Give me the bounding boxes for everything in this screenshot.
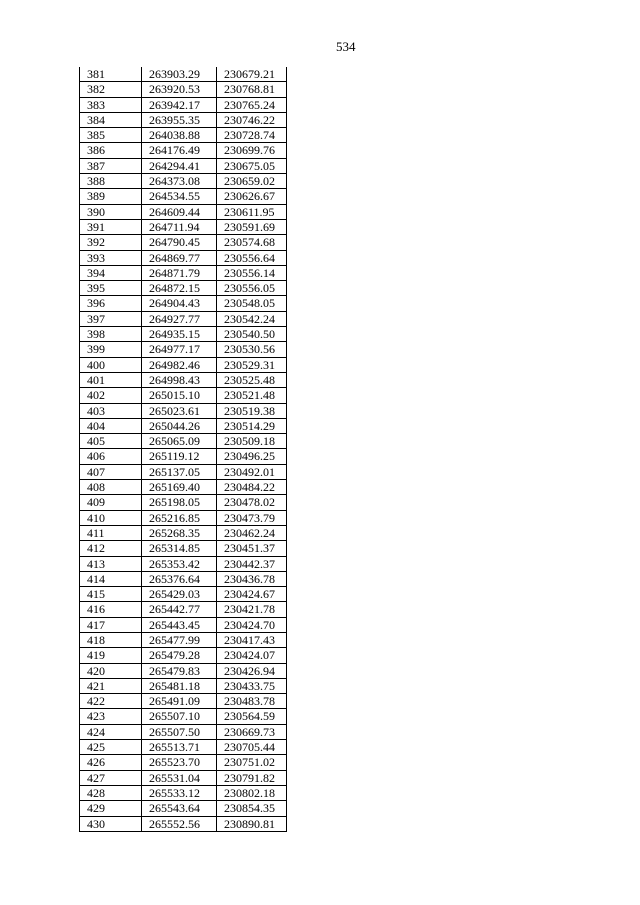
y-coordinate-cell: 230421.78 [217, 602, 287, 617]
y-coordinate-cell: 230675.05 [217, 158, 287, 173]
point-number-cell: 383 [80, 97, 142, 112]
table-row [80, 678, 287, 693]
x-coordinate-cell: 265479.83 [142, 663, 217, 678]
x-coordinate-cell: 265479.28 [142, 648, 217, 663]
point-number-cell: 414 [80, 571, 142, 586]
x-coordinate-cell: 264534.55 [142, 189, 217, 204]
point-number-cell: 423 [80, 709, 142, 724]
x-coordinate-cell: 264935.15 [142, 327, 217, 342]
x-coordinate-cell: 265065.09 [142, 434, 217, 449]
y-coordinate-cell: 230746.22 [217, 112, 287, 127]
x-coordinate-cell: 265481.18 [142, 678, 217, 693]
table-row [80, 97, 287, 112]
y-coordinate-cell: 230768.81 [217, 82, 287, 97]
x-coordinate-cell: 264982.46 [142, 357, 217, 372]
y-coordinate-cell: 230669.73 [217, 724, 287, 739]
x-coordinate-cell: 265137.05 [142, 464, 217, 479]
table-row [80, 602, 287, 617]
x-coordinate-cell: 264790.45 [142, 235, 217, 250]
table-row [80, 480, 287, 495]
point-number-cell: 397 [80, 311, 142, 326]
point-number-cell: 402 [80, 388, 142, 403]
x-coordinate-cell: 263903.29 [142, 67, 217, 82]
y-coordinate-cell: 230679.21 [217, 67, 287, 82]
point-number-cell: 418 [80, 632, 142, 647]
x-coordinate-cell: 265353.42 [142, 556, 217, 571]
table-row [80, 219, 287, 234]
table-row [80, 632, 287, 647]
x-coordinate-cell: 265552.56 [142, 816, 217, 831]
x-coordinate-cell: 264927.77 [142, 311, 217, 326]
point-number-cell: 404 [80, 418, 142, 433]
table-row [80, 311, 287, 326]
point-number-cell: 413 [80, 556, 142, 571]
y-coordinate-cell: 230530.56 [217, 342, 287, 357]
table-row [80, 648, 287, 663]
x-coordinate-cell: 265268.35 [142, 525, 217, 540]
point-number-cell: 430 [80, 816, 142, 831]
point-number-cell: 429 [80, 801, 142, 816]
point-number-cell: 392 [80, 235, 142, 250]
table-row [80, 342, 287, 357]
point-number-cell: 400 [80, 357, 142, 372]
x-coordinate-cell: 264373.08 [142, 174, 217, 189]
y-coordinate-cell: 230765.24 [217, 97, 287, 112]
table-row [80, 816, 287, 831]
point-number-cell: 385 [80, 128, 142, 143]
table-row [80, 587, 287, 602]
y-coordinate-cell: 230556.05 [217, 281, 287, 296]
x-coordinate-cell: 264038.88 [142, 128, 217, 143]
y-coordinate-cell: 230424.67 [217, 587, 287, 602]
y-coordinate-cell: 230659.02 [217, 174, 287, 189]
table-row [80, 724, 287, 739]
y-coordinate-cell: 230548.05 [217, 296, 287, 311]
table-row [80, 82, 287, 97]
table-row [80, 525, 287, 540]
y-coordinate-cell: 230728.74 [217, 128, 287, 143]
x-coordinate-cell: 265523.70 [142, 755, 217, 770]
table-row [80, 265, 287, 280]
x-coordinate-cell: 265044.26 [142, 418, 217, 433]
table-row [80, 158, 287, 173]
table-row [80, 694, 287, 709]
x-coordinate-cell: 265477.99 [142, 632, 217, 647]
point-number-cell: 401 [80, 372, 142, 387]
x-coordinate-cell: 265543.64 [142, 801, 217, 816]
point-number-cell: 384 [80, 112, 142, 127]
y-coordinate-cell: 230802.18 [217, 785, 287, 800]
x-coordinate-cell: 264609.44 [142, 204, 217, 219]
x-coordinate-cell: 265198.05 [142, 495, 217, 510]
coordinate-table [79, 67, 287, 832]
point-number-cell: 399 [80, 342, 142, 357]
point-number-cell: 395 [80, 281, 142, 296]
y-coordinate-cell: 230540.50 [217, 327, 287, 342]
point-number-cell: 388 [80, 174, 142, 189]
y-coordinate-cell: 230483.78 [217, 694, 287, 709]
table-row [80, 785, 287, 800]
table-row [80, 357, 287, 372]
y-coordinate-cell: 230496.25 [217, 449, 287, 464]
y-coordinate-cell: 230509.18 [217, 434, 287, 449]
x-coordinate-cell: 265507.50 [142, 724, 217, 739]
table-row [80, 464, 287, 479]
table-row [80, 709, 287, 724]
table-row [80, 418, 287, 433]
y-coordinate-cell: 230626.67 [217, 189, 287, 204]
x-coordinate-cell: 264998.43 [142, 372, 217, 387]
point-number-cell: 408 [80, 480, 142, 495]
point-number-cell: 425 [80, 740, 142, 755]
point-number-cell: 393 [80, 250, 142, 265]
y-coordinate-cell: 230426.94 [217, 663, 287, 678]
table-row [80, 755, 287, 770]
table-row [80, 495, 287, 510]
point-number-cell: 421 [80, 678, 142, 693]
point-number-cell: 381 [80, 67, 142, 82]
point-number-cell: 424 [80, 724, 142, 739]
table-row [80, 235, 287, 250]
point-number-cell: 387 [80, 158, 142, 173]
y-coordinate-cell: 230417.43 [217, 632, 287, 647]
table-row [80, 449, 287, 464]
point-number-cell: 389 [80, 189, 142, 204]
table-row [80, 372, 287, 387]
x-coordinate-cell: 264872.15 [142, 281, 217, 296]
y-coordinate-cell: 230451.37 [217, 541, 287, 556]
x-coordinate-cell: 264711.94 [142, 219, 217, 234]
table-row [80, 250, 287, 265]
point-number-cell: 412 [80, 541, 142, 556]
x-coordinate-cell: 264294.41 [142, 158, 217, 173]
table-row [80, 617, 287, 632]
x-coordinate-cell: 265533.12 [142, 785, 217, 800]
y-coordinate-cell: 230705.44 [217, 740, 287, 755]
point-number-cell: 415 [80, 587, 142, 602]
y-coordinate-cell: 230436.78 [217, 571, 287, 586]
y-coordinate-cell: 230699.76 [217, 143, 287, 158]
y-coordinate-cell: 230611.95 [217, 204, 287, 219]
table-row [80, 571, 287, 586]
x-coordinate-cell: 263920.53 [142, 82, 217, 97]
table-row [80, 174, 287, 189]
point-number-cell: 417 [80, 617, 142, 632]
x-coordinate-cell: 265023.61 [142, 403, 217, 418]
x-coordinate-cell: 265442.77 [142, 602, 217, 617]
y-coordinate-cell: 230442.37 [217, 556, 287, 571]
point-number-cell: 427 [80, 770, 142, 785]
point-number-cell: 396 [80, 296, 142, 311]
x-coordinate-cell: 264871.79 [142, 265, 217, 280]
table-row [80, 541, 287, 556]
point-number-cell: 411 [80, 525, 142, 540]
y-coordinate-cell: 230492.01 [217, 464, 287, 479]
x-coordinate-cell: 265169.40 [142, 480, 217, 495]
point-number-cell: 391 [80, 219, 142, 234]
y-coordinate-cell: 230521.48 [217, 388, 287, 403]
x-coordinate-cell: 264869.77 [142, 250, 217, 265]
y-coordinate-cell: 230591.69 [217, 219, 287, 234]
x-coordinate-cell: 265376.64 [142, 571, 217, 586]
table-row [80, 296, 287, 311]
x-coordinate-cell: 263942.17 [142, 97, 217, 112]
x-coordinate-cell: 265015.10 [142, 388, 217, 403]
point-number-cell: 406 [80, 449, 142, 464]
y-coordinate-cell: 230556.14 [217, 265, 287, 280]
x-coordinate-cell: 265491.09 [142, 694, 217, 709]
x-coordinate-cell: 265216.85 [142, 510, 217, 525]
table-row [80, 510, 287, 525]
point-number-cell: 422 [80, 694, 142, 709]
table-row [80, 388, 287, 403]
table-row [80, 663, 287, 678]
x-coordinate-cell: 263955.35 [142, 112, 217, 127]
x-coordinate-cell: 265314.85 [142, 541, 217, 556]
x-coordinate-cell: 264904.43 [142, 296, 217, 311]
y-coordinate-cell: 230473.79 [217, 510, 287, 525]
table-row [80, 281, 287, 296]
table-row [80, 67, 287, 82]
point-number-cell: 416 [80, 602, 142, 617]
y-coordinate-cell: 230424.70 [217, 617, 287, 632]
y-coordinate-cell: 230478.02 [217, 495, 287, 510]
table-row [80, 189, 287, 204]
table-row [80, 112, 287, 127]
y-coordinate-cell: 230519.38 [217, 403, 287, 418]
table-row [80, 770, 287, 785]
y-coordinate-cell: 230890.81 [217, 816, 287, 831]
point-number-cell: 426 [80, 755, 142, 770]
x-coordinate-cell: 265513.71 [142, 740, 217, 755]
page-number: 534 [336, 39, 356, 54]
table-row [80, 143, 287, 158]
point-number-cell: 382 [80, 82, 142, 97]
y-coordinate-cell: 230791.82 [217, 770, 287, 785]
x-coordinate-cell: 265119.12 [142, 449, 217, 464]
y-coordinate-cell: 230525.48 [217, 372, 287, 387]
y-coordinate-cell: 230484.22 [217, 480, 287, 495]
y-coordinate-cell: 230854.35 [217, 801, 287, 816]
x-coordinate-cell: 264977.17 [142, 342, 217, 357]
x-coordinate-cell: 265443.45 [142, 617, 217, 632]
table-row [80, 556, 287, 571]
y-coordinate-cell: 230574.68 [217, 235, 287, 250]
point-number-cell: 390 [80, 204, 142, 219]
table-row [80, 403, 287, 418]
x-coordinate-cell: 265531.04 [142, 770, 217, 785]
y-coordinate-cell: 230556.64 [217, 250, 287, 265]
point-number-cell: 405 [80, 434, 142, 449]
x-coordinate-cell: 264176.49 [142, 143, 217, 158]
table-row [80, 327, 287, 342]
point-number-cell: 410 [80, 510, 142, 525]
table-row [80, 128, 287, 143]
point-number-cell: 407 [80, 464, 142, 479]
point-number-cell: 419 [80, 648, 142, 663]
y-coordinate-cell: 230564.59 [217, 709, 287, 724]
y-coordinate-cell: 230542.24 [217, 311, 287, 326]
coordinate-table-body [80, 67, 287, 831]
point-number-cell: 386 [80, 143, 142, 158]
y-coordinate-cell: 230514.29 [217, 418, 287, 433]
point-number-cell: 428 [80, 785, 142, 800]
point-number-cell: 394 [80, 265, 142, 280]
table-row [80, 204, 287, 219]
y-coordinate-cell: 230751.02 [217, 755, 287, 770]
point-number-cell: 398 [80, 327, 142, 342]
point-number-cell: 420 [80, 663, 142, 678]
y-coordinate-cell: 230529.31 [217, 357, 287, 372]
table-row [80, 801, 287, 816]
x-coordinate-cell: 265429.03 [142, 587, 217, 602]
point-number-cell: 403 [80, 403, 142, 418]
y-coordinate-cell: 230424.07 [217, 648, 287, 663]
y-coordinate-cell: 230433.75 [217, 678, 287, 693]
table-row [80, 740, 287, 755]
point-number-cell: 409 [80, 495, 142, 510]
table-row [80, 434, 287, 449]
y-coordinate-cell: 230462.24 [217, 525, 287, 540]
x-coordinate-cell: 265507.10 [142, 709, 217, 724]
